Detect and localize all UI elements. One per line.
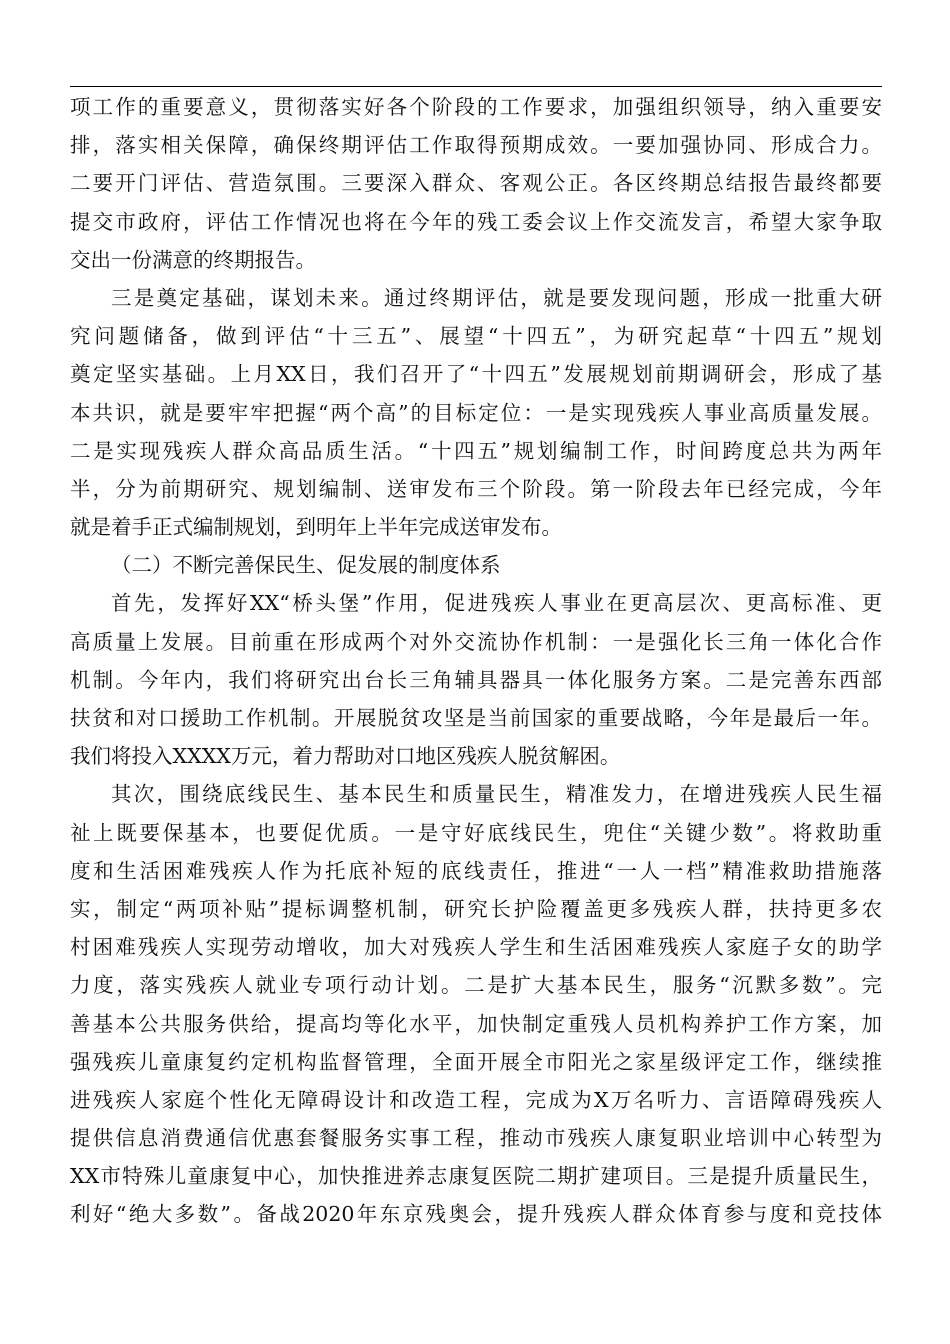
paragraph-first-line: 三是奠定基础，谋划未来。通过终期评估，就是要发现问题，形成一批重大研	[111, 285, 882, 310]
text-line: 度和生活困难残疾人作为托底补短的底线责任，推进“一人一档”精准救助措施落	[70, 858, 882, 883]
text-line: 本共识，就是要牢牢把握“两个高”的目标定位：一是实现残疾人事业高质量发展。	[70, 400, 882, 425]
text-line: 进残疾人家庭个性化无障碍设计和改造工程，完成为X万名听力、言语障碍残疾人	[70, 1087, 882, 1112]
text-line: 半，分为前期研究、规划编制、送审发布三个阶段。第一阶段去年已经完成，今年	[70, 476, 882, 501]
text-line: 强残疾儿童康复约定机构监督管理，全面开展全市阳光之家星级评定工作，继续推	[70, 1049, 882, 1074]
text-line: 就是着手正式编制规划，到明年上半年完成送审发布。	[70, 515, 562, 540]
text-line: 奠定坚实基础。上月XX日，我们召开了“十四五”发展规划前期调研会，形成了基	[70, 362, 882, 387]
text-line: 利好“绝大多数”。备战2020年东京残奥会，提升残疾人群众体育参与度和竞技体	[70, 1202, 882, 1227]
paragraph-first-line: 首先，发挥好XX“桥头堡”作用，促进残疾人事业在更高层次、更高标准、更	[111, 591, 882, 616]
text-line: 村困难残疾人实现劳动增收，加大对残疾人学生和生活困难残疾人家庭子女的助学	[70, 935, 882, 960]
text-line: 实，制定“两项补贴”提标调整机制，研究长护险覆盖更多残疾人群，扶持更多农	[70, 896, 882, 921]
text-line: 祉上既要保基本，也要促优质。一是守好底线民生，兜住“关键少数”。将救助重	[70, 820, 882, 845]
document-body	[70, 88, 882, 1234]
text-line: 善基本公共服务供给，提高均等化水平，加快制定重残人员机构养护工作方案，加	[70, 1011, 882, 1036]
text-line: XX市特殊儿童康复中心，加快推进养志康复医院二期扩建项目。三是提升质量民生，	[70, 1164, 882, 1189]
section-heading: （二）不断完善保民生、促发展的制度体系	[111, 553, 501, 578]
text-line: 力度，落实残疾人就业专项行动计划。二是扩大基本民生，服务“沉默多数”。完	[70, 973, 882, 998]
text-line: 二要开门评估、营造氛围。三要深入群众、客观公正。各区终期总结报告最终都要	[70, 171, 882, 196]
text-line: 排，落实相关保障，确保终期评估工作取得预期成效。一要加强协同、形成合力。	[70, 133, 882, 158]
text-line: 交出一份满意的终期报告。	[70, 247, 316, 272]
header-rule	[70, 86, 882, 87]
text-line: 高质量上发展。目前重在形成两个对外交流协作机制：一是强化长三角一体化合作	[70, 629, 882, 654]
text-line: 二是实现残疾人群众高品质生活。“十四五”规划编制工作，时间跨度总共为两年	[70, 438, 882, 463]
paragraph-first-line: 其次，围绕底线民生、基本民生和质量民生，精准发力，在增进残疾人民生福	[111, 782, 882, 807]
text-line: 项工作的重要意义，贯彻落实好各个阶段的工作要求，加强组织领导，纳入重要安	[70, 95, 882, 119]
text-line: 机制。今年内，我们将研究出台长三角辅具器具一体化服务方案。二是完善东西部	[70, 667, 882, 692]
text-line: 提供信息消费通信优惠套餐服务实事工程，推动市残疾人康复职业培训中心转型为	[70, 1126, 882, 1151]
text-line: 我们将投入XXXX万元，着力帮助对口地区残疾人脱贫解困。	[70, 744, 621, 769]
text-line: 扶贫和对口援助工作机制。开展脱贫攻坚是当前国家的重要战略，今年是最后一年。	[70, 706, 882, 730]
text-line: 究问题储备，做到评估“十三五”、展望“十四五”，为研究起草“十四五”规划	[70, 324, 882, 349]
text-line: 提交市政府，评估工作情况也将在今年的残工委会议上作交流发言，希望大家争取	[70, 209, 882, 234]
